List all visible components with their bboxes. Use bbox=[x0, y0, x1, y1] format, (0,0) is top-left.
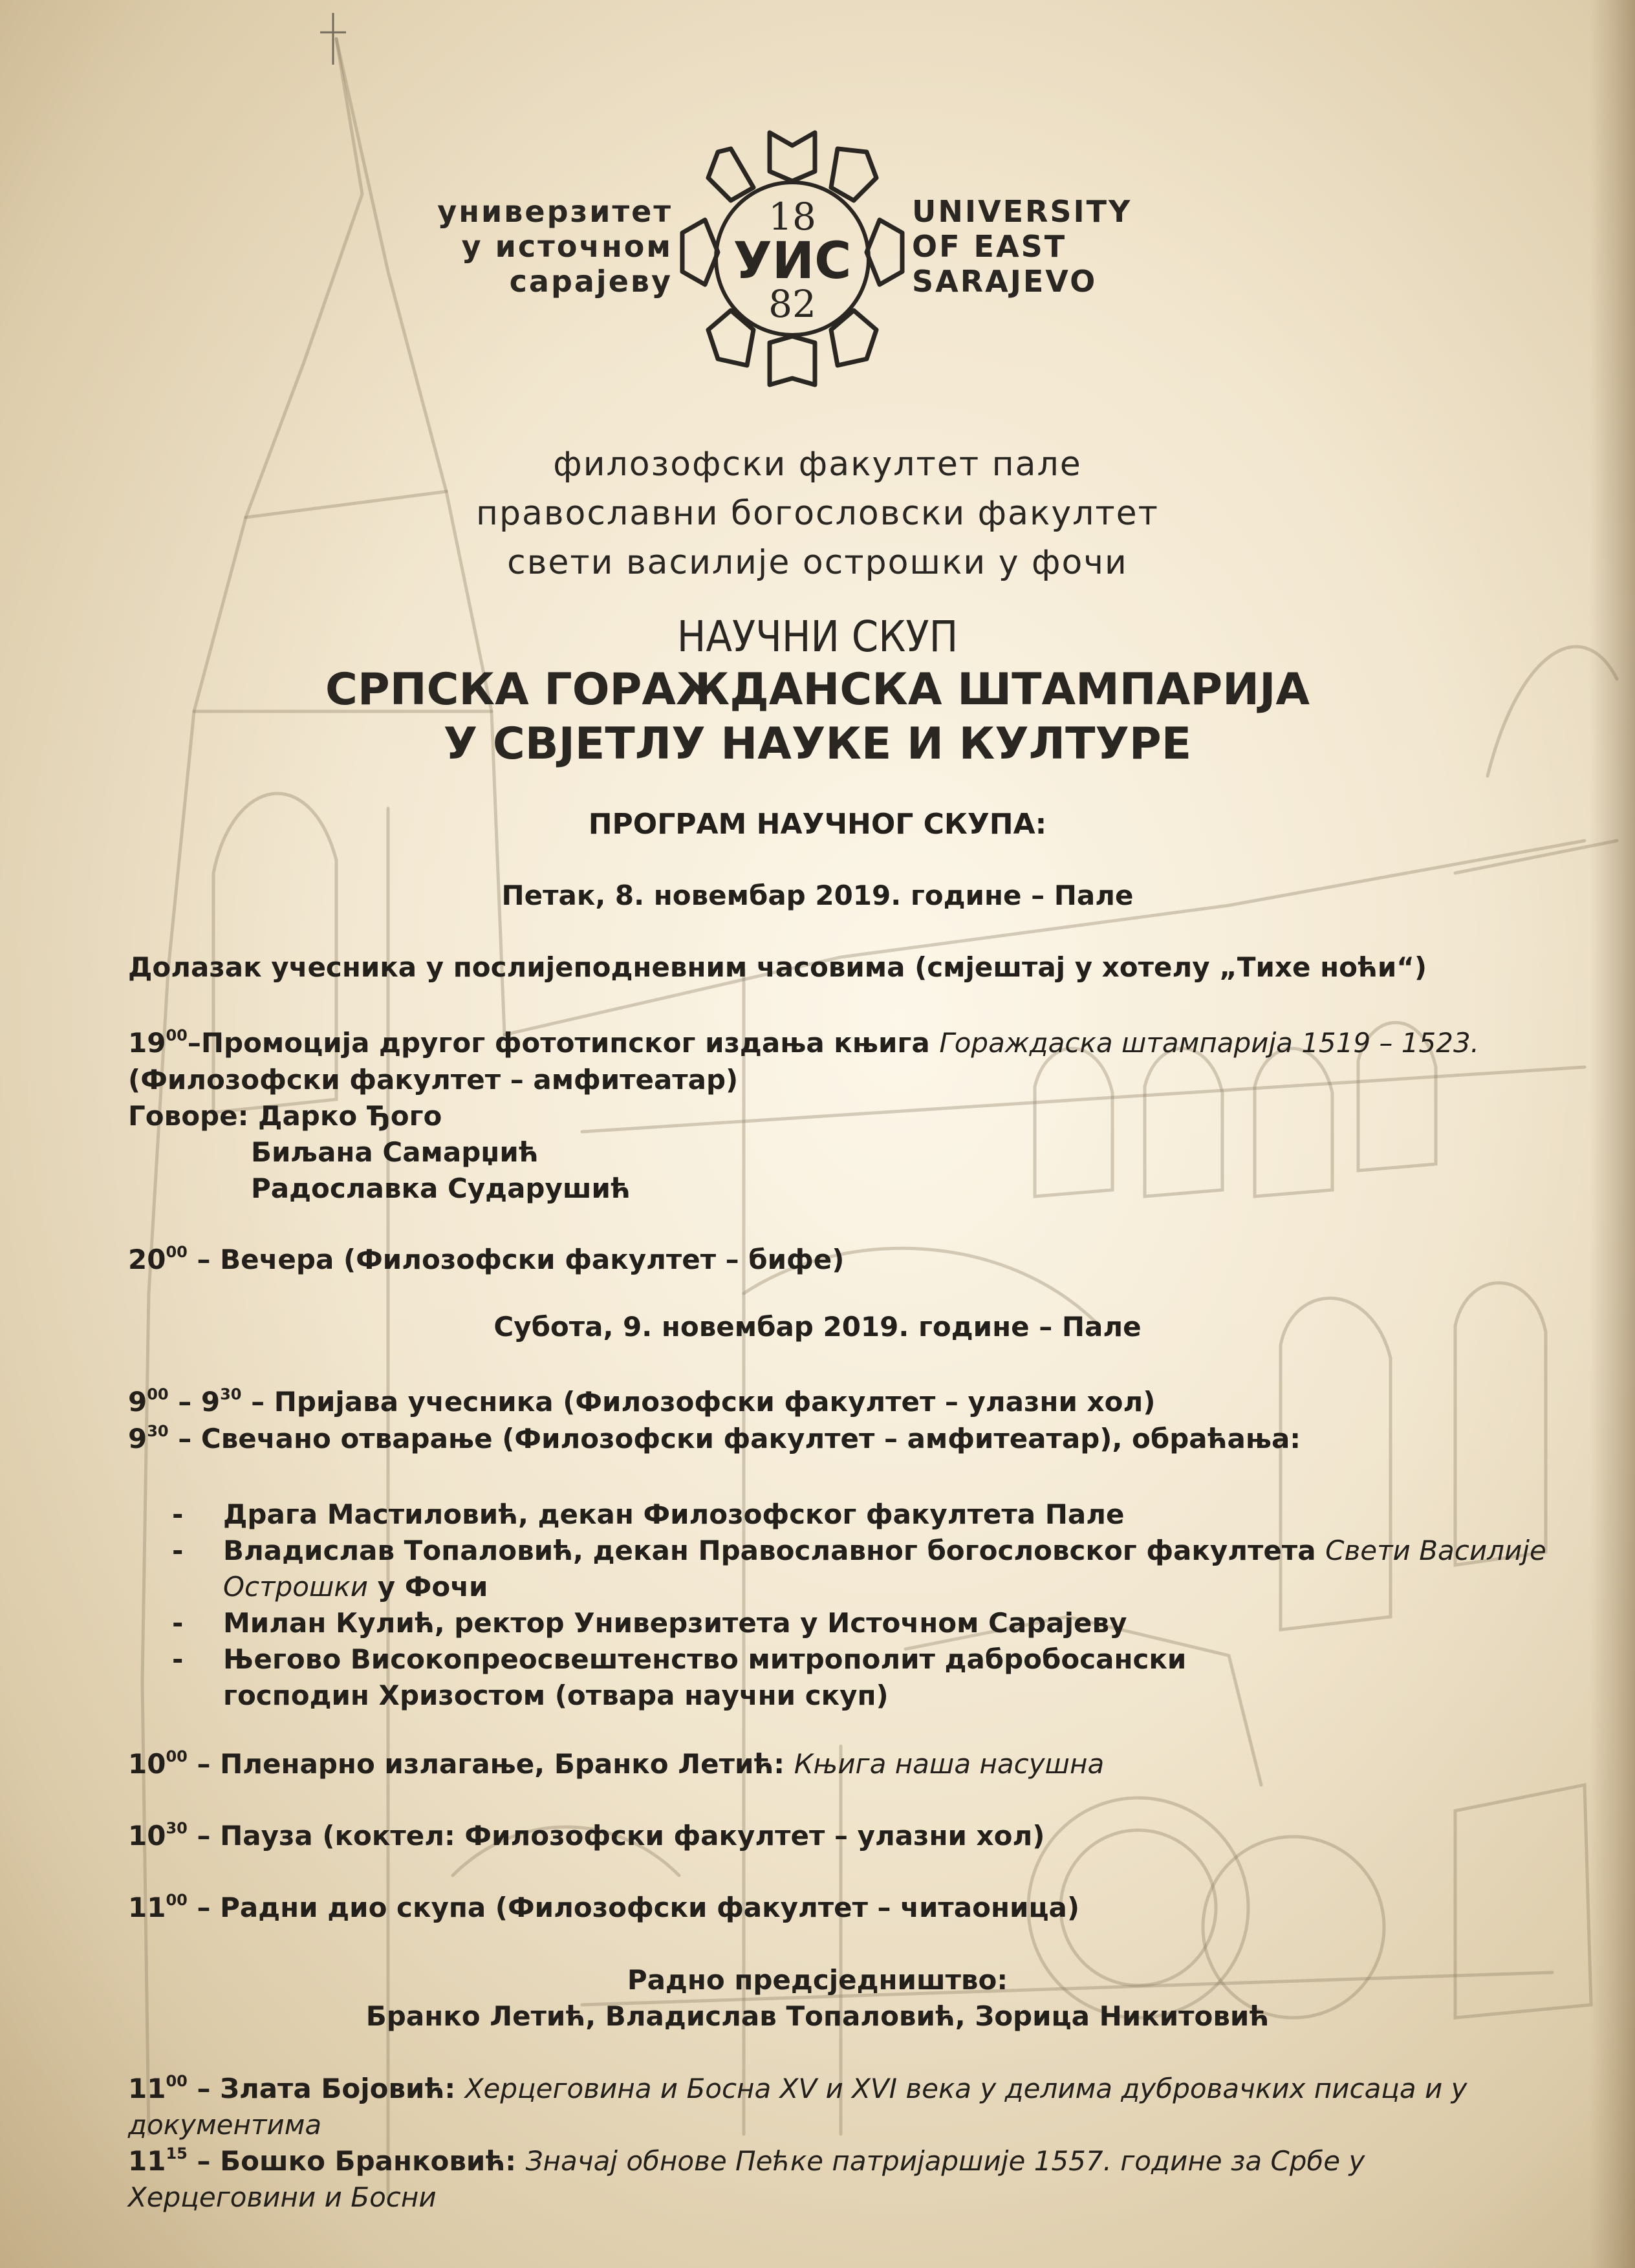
address-bullet: - bbox=[172, 1535, 184, 1566]
university-logo bbox=[0, 123, 1635, 394]
day1-speaker: Радославка Сударушић bbox=[251, 1172, 631, 1204]
talk-2-title-continued: Херцеговини и Босни bbox=[128, 2181, 437, 2213]
day1-dinner: $20^{00}$ – Вечера (Филозофски факултет – бифе) bbox=[128, 1243, 845, 1275]
logo-text-cyrillic bbox=[388, 194, 673, 299]
event-title-line: У СВЈЕТЛУ НАУКЕ И КУЛТУРЕ bbox=[443, 718, 1192, 770]
day1-date: Петак, 8. новембар 2019. године – Пале bbox=[501, 880, 1134, 911]
emblem-abbreviation: УИС bbox=[733, 232, 852, 290]
presidium-label: Радно предсједништво: bbox=[627, 1964, 1008, 1996]
day1-arrival: Долазак учесника у послијеподневним часовима (смјештај у хотелу „Тихе ноћи“) bbox=[128, 951, 1427, 983]
emblem-year-bottom: 82 bbox=[768, 282, 816, 326]
address-bullet: - bbox=[172, 1643, 184, 1675]
logo-right-line: OF EAST bbox=[912, 229, 1067, 264]
day1-speakers: Говоре: Дарко Ђого bbox=[128, 1100, 442, 1132]
faculty-line: свети василије острошки у фочи bbox=[507, 543, 1128, 582]
day1-promotion: $19^{00}$–Промоција другог фототипског издања књига Гораждаска штампарија 1519 – 1523. bbox=[128, 1026, 1480, 1059]
faculty-line: филозофски факултет пале bbox=[553, 445, 1082, 484]
day2-plenary: $10^{00}$ – Пленарно излагање, Бранко Летић: Књига наша насушна bbox=[128, 1747, 1105, 1780]
presidium-members: Бранко Летић, Владислав Топаловић, Зорица Никитовић bbox=[365, 2000, 1270, 2032]
day2-working-session: $11^{00}$ – Радни дио скупа (Филозофски факултет – читаоница) bbox=[128, 1891, 1080, 1923]
organizing-faculties bbox=[0, 440, 1635, 587]
talk-1: $11^{00}$ – Злата Бојовић: Херцеговина и Босна XV и XVI века у делима дубровачких писаца и у bbox=[128, 2072, 1467, 2104]
logo-left-line: у источном bbox=[461, 229, 673, 264]
day1-promotion-place: (Филозофски факултет – амфитеатар) bbox=[128, 1064, 739, 1096]
address-item-continued: господин Хризостом (отвара научни скуп) bbox=[223, 1679, 889, 1711]
address-bullet: - bbox=[172, 1498, 184, 1530]
day1-speaker: Биљана Самарџић bbox=[251, 1136, 539, 1168]
address-item: Владислав Топаловић, декан Православног богословског факултета Свети Василије bbox=[223, 1535, 1546, 1566]
day2-date: Субота, 9. новембар 2019. године – Пале bbox=[493, 1311, 1142, 1343]
address-item: Милан Кулић, ректор Универзитета у Источном Сарајеву bbox=[223, 1607, 1127, 1639]
event-type: НАУЧНИ СКУП bbox=[677, 612, 958, 662]
program-heading: ПРОГРАМ НАУЧНОГ СКУПА: bbox=[588, 808, 1047, 841]
logo-left-line: сарајеву bbox=[509, 264, 673, 299]
day2-opening: $9^{30}$ – Свечано отварање (Филозофски факултет – амфитеатар), обраћања: bbox=[128, 1422, 1301, 1454]
logo-left-line: универзитет bbox=[437, 194, 673, 229]
talk-1-title-continued: документима bbox=[128, 2109, 322, 2141]
talk-2: $11^{15}$ – Бошко Бранковић: Значај обнове Пећке патријаршије 1557. године за Србе у bbox=[128, 2144, 1365, 2177]
address-bullet: - bbox=[172, 1607, 184, 1639]
logo-right-line: SARAJEVO bbox=[912, 264, 1098, 299]
emblem-year-top: 18 bbox=[768, 195, 816, 239]
logo-right-line: UNIVERSITY bbox=[912, 194, 1132, 229]
address-item: Његово Високопреосвештенство митрополит дабробосански bbox=[223, 1643, 1187, 1675]
day2-break: $10^{30}$ – Пауза (коктел: Филозофски факултет – улазни хол) bbox=[128, 1819, 1045, 1852]
uis-emblem-icon bbox=[673, 123, 912, 394]
address-item: Драга Мастиловић, декан Филозофског факултета Пале bbox=[223, 1498, 1125, 1530]
address-item-continued: Острошки у Фочи bbox=[223, 1571, 488, 1603]
faculty-line: православни богословски факултет bbox=[476, 494, 1159, 533]
day2-registration: $9^{00} - 9^{30}$ – Пријава учесника (Филозофски факултет – улазни хол) bbox=[128, 1385, 1156, 1418]
event-title-line: СРПСКА ГОРАЖДАНСКА ШТАМПАРИЈА bbox=[325, 664, 1310, 715]
event-title bbox=[0, 663, 1635, 772]
logo-text-latin bbox=[912, 194, 1196, 299]
